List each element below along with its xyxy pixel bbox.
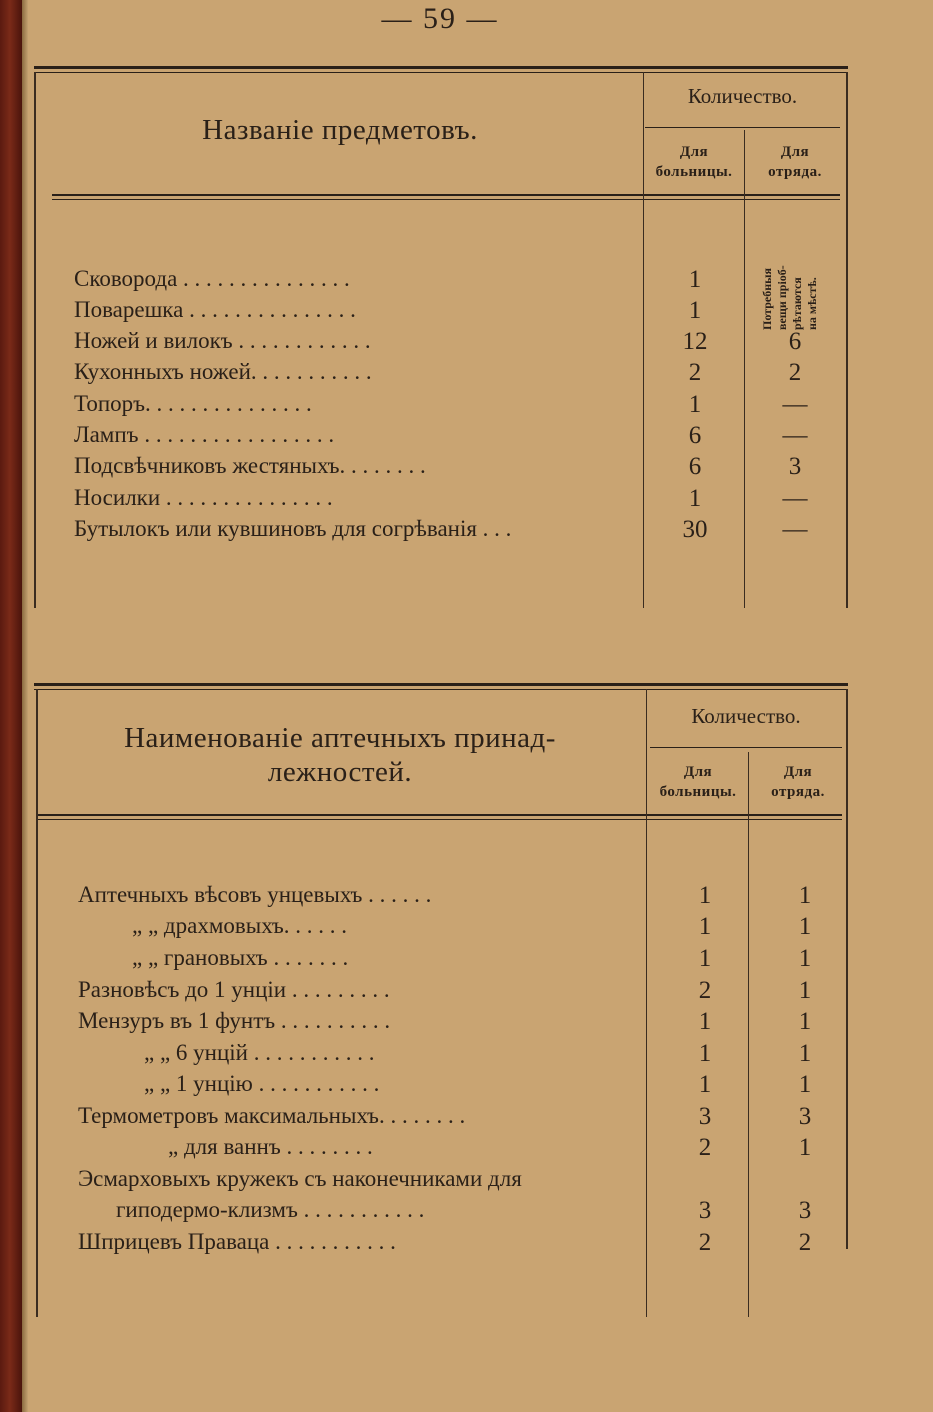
qty-hospital: 2 (698, 977, 712, 1004)
table2-header-rule-thin (38, 819, 842, 820)
qty-detachment: 1 (798, 1071, 812, 1098)
qty-hospital: 1 (698, 882, 712, 909)
item-name: Мензуръ въ 1 фунтъ . . . . . . . . . . (78, 1008, 391, 1033)
qty-detachment: 3 (798, 1197, 812, 1224)
table-row (0, 422, 933, 454)
table-row (0, 882, 933, 914)
table1-note-line-3: рѣтаются (790, 277, 804, 330)
table2-title-line1: Наименованіе аптечныхъ принад- (124, 722, 556, 754)
item-name: Термометровъ максимальныхъ. . . . . . . . (78, 1103, 466, 1128)
table1-col-detachment: Для отряда. (768, 144, 822, 180)
qty-detachment: 6 (788, 328, 802, 355)
qty-hospital: 6 (688, 453, 702, 480)
table1-top-rule (34, 66, 848, 69)
table-row (0, 945, 933, 977)
qty-hospital: 1 (688, 266, 702, 293)
qty-detachment: 1 (798, 1134, 812, 1161)
table-row (0, 1103, 933, 1135)
qty-hospital: 1 (688, 297, 702, 324)
item-name: Ножей и вилокъ . . . . . . . . . . . . (74, 328, 371, 353)
table-row (0, 359, 933, 391)
table-row (0, 1008, 933, 1040)
table-row (0, 453, 933, 485)
table-row (0, 1229, 933, 1261)
item-name: Сковорода . . . . . . . . . . . . . . . (74, 266, 350, 291)
table1-title: Названіе предметовъ. (202, 114, 478, 146)
table-row (0, 1166, 933, 1198)
table1-note-line-1: Потребныя (760, 268, 774, 330)
qty-detachment: — (782, 516, 808, 543)
table1-qty-header: Количество. (687, 84, 798, 108)
qty-hospital: 2 (698, 1134, 712, 1161)
item-name: „ „ 6 унцій . . . . . . . . . . . (144, 1040, 375, 1065)
item-name: „ „ драхмовыхъ. . . . . . (132, 913, 347, 938)
table2-qty-rule (650, 747, 842, 748)
qty-hospital: 30 (682, 516, 708, 543)
table-row (0, 1071, 933, 1103)
qty-hospital: 1 (698, 1040, 712, 1067)
table1-note-line-2: вещи пріоб- (775, 265, 789, 330)
qty-hospital: 1 (688, 391, 702, 418)
qty-hospital: 1 (688, 485, 702, 512)
table2-qty-header: Количество. (691, 704, 801, 728)
qty-hospital: 1 (698, 945, 712, 972)
table1-header-rule-thin (52, 199, 840, 200)
table1-top-rule-thin (34, 72, 848, 73)
item-name: „ для ваннъ . . . . . . . . (168, 1134, 373, 1159)
table2-header-rule (38, 814, 842, 816)
qty-hospital: 6 (688, 422, 702, 449)
table-row (0, 1134, 933, 1166)
table-row (0, 913, 933, 945)
item-name: Топоръ. . . . . . . . . . . . . . . (74, 391, 312, 416)
qty-detachment: 1 (798, 977, 812, 1004)
item-name: Бутылокъ или кувшиновъ для согрѣванія . . . (74, 516, 512, 541)
qty-detachment: 2 (788, 359, 802, 386)
item-name: Аптечныхъ вѣсовъ унцевыхъ . . . . . . (78, 882, 432, 907)
table2-top-rule-thin (34, 689, 848, 690)
item-name: Носилки . . . . . . . . . . . . . . . (74, 485, 333, 510)
table-row (0, 1040, 933, 1072)
qty-hospital: 2 (698, 1229, 712, 1256)
table-row (0, 391, 933, 423)
qty-hospital: 1 (698, 1008, 712, 1035)
qty-detachment: — (782, 422, 808, 449)
table2-col-hospital: Для больницы. (659, 764, 737, 800)
item-name: Подсвѣчниковъ жестяныхъ. . . . . . . . (74, 453, 426, 478)
qty-detachment: 3 (788, 453, 802, 480)
qty-detachment: — (782, 391, 808, 418)
table2-col-detachment: Для отряда. (771, 764, 825, 800)
qty-detachment: 1 (798, 1040, 812, 1067)
qty-hospital: 3 (698, 1103, 712, 1130)
qty-hospital: 12 (682, 328, 708, 355)
table1-note-line-4: на мѣстѣ. (805, 277, 819, 330)
table-row (0, 516, 933, 548)
table-row (0, 1197, 933, 1229)
table-row (0, 485, 933, 517)
qty-hospital: 1 (698, 1071, 712, 1098)
table-row (0, 328, 933, 360)
qty-hospital: 2 (688, 359, 702, 386)
item-name: „ „ 1 унцію . . . . . . . . . . . (144, 1071, 380, 1096)
table-row (0, 297, 933, 329)
qty-detachment: 1 (798, 945, 812, 972)
qty-detachment: 1 (798, 913, 812, 940)
item-name: Поварешка . . . . . . . . . . . . . . . (74, 297, 356, 322)
qty-hospital: 1 (698, 913, 712, 940)
table-row (0, 977, 933, 1009)
qty-detachment: — (782, 485, 808, 512)
item-name: гиподермо-клизмъ . . . . . . . . . . . (116, 1197, 425, 1222)
table2-title-line2: лежностей. (267, 756, 413, 788)
table2-top-rule (34, 683, 848, 686)
item-name: Разновѣсъ до 1 унціи . . . . . . . . . (78, 977, 390, 1002)
qty-detachment: 2 (798, 1229, 812, 1256)
qty-detachment: 1 (798, 882, 812, 909)
qty-detachment: 1 (798, 1008, 812, 1035)
qty-hospital: 3 (698, 1197, 712, 1224)
qty-detachment: 3 (798, 1103, 812, 1130)
table1-header-rule (52, 194, 840, 196)
item-name: Эсмарховыхъ кружекъ съ наконечниками для (78, 1166, 522, 1191)
item-name: Лампъ . . . . . . . . . . . . . . . . . (74, 422, 335, 447)
item-name: „ „ грановыхъ . . . . . . . (132, 945, 349, 970)
item-name: Шприцевъ Праваца . . . . . . . . . . . (78, 1229, 396, 1254)
item-name: Кухонныхъ ножей. . . . . . . . . . . (74, 359, 372, 384)
table1-col-hospital: Для больницы. (655, 144, 733, 180)
page-number: — 59 — (381, 2, 499, 35)
table1-qty-rule (645, 127, 840, 128)
table-row (0, 266, 933, 298)
